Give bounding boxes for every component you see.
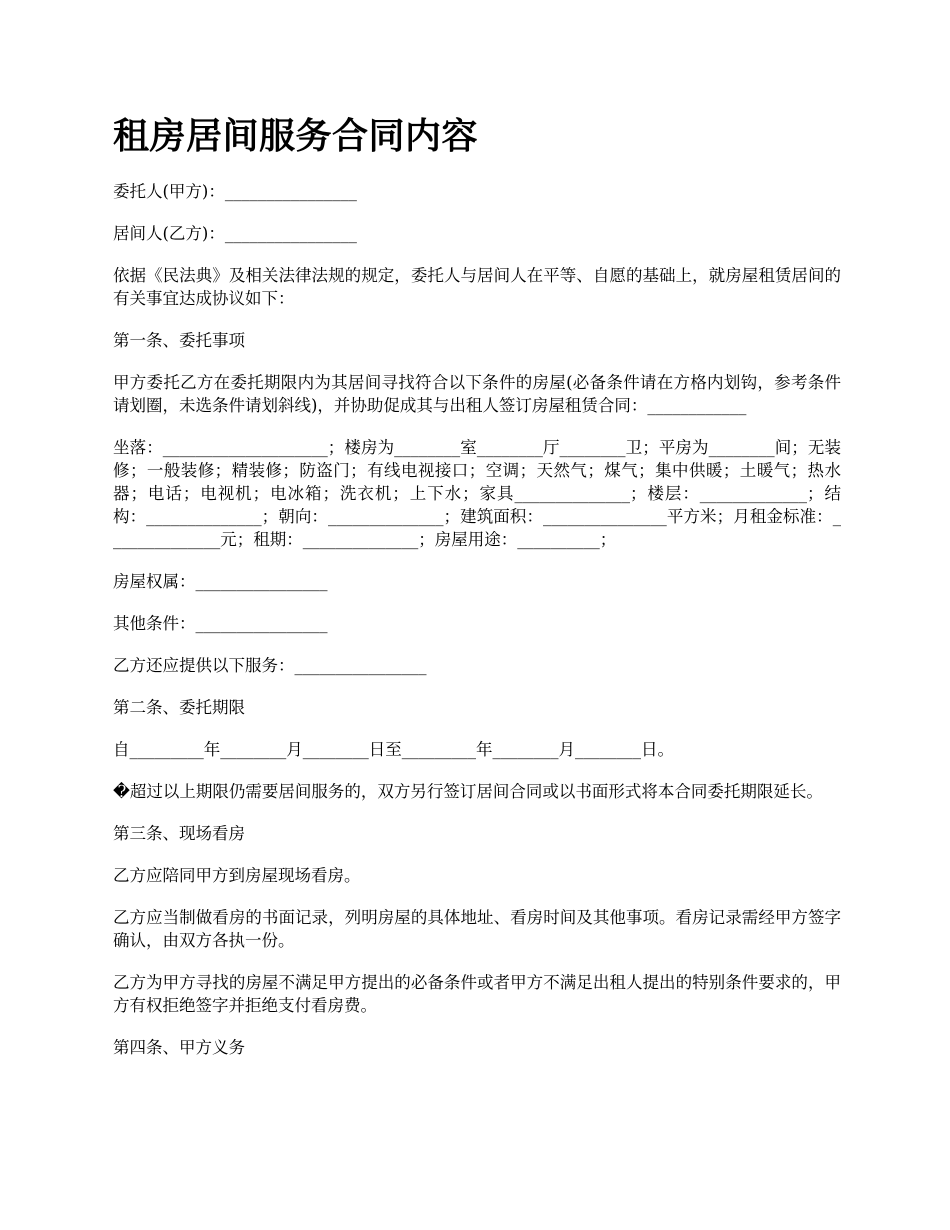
article-1-paragraph: 甲方委托乙方在委托期限内为其居间寻找符合以下条件的房屋(必备条件请在方格内划钩，参考条件请划圈，未选条件请划斜线)，并协助促成其与出租人签订房屋租赁合同：____________ — [113, 373, 841, 415]
article-3-heading: 第三条、现场看房 — [113, 824, 245, 843]
article-2-heading: 第二条、委托期限 — [113, 698, 245, 717]
other-conditions-line: 其他条件：________________ — [113, 614, 328, 633]
article-3-paragraph-3: 乙方为甲方寻找的房屋不满足甲方提出的必备条件或者甲方不满足出租人提出的特别条件要求的，甲方有权拒绝签字并拒绝支付看房费。 — [113, 973, 841, 1015]
party-a-line: 委托人(甲方)：________________ — [113, 182, 357, 201]
property-conditions-paragraph: 坐落：____________________；楼房为________室________厅________卫；平房为________间；无装修；一般装修；精装修；防盗门；有线电视接口；空调；天然气；煤气；集中供暖；土暖气；热水器；电话；电视机；电冰箱；洗衣机；上下水；家具______________；楼层：_____________；结构：______________；朝向：______________；建筑面积：_______________平方米；月租金标准：______________元；租期：______________；房屋用途：__________； — [113, 438, 841, 549]
extra-services-line: 乙方还应提供以下服务：________________ — [113, 656, 427, 675]
term-dates-line: 自_________年________月________日至_________年________月________日。 — [113, 740, 674, 759]
term-extension-paragraph: �超过以上期限仍需要居间服务的，双方另行签订居间合同或以书面形式将本合同委托期限延长。 — [113, 782, 823, 801]
party-b-line: 居间人(乙方)：________________ — [113, 224, 357, 243]
article-1-heading: 第一条、委托事项 — [113, 331, 245, 350]
article-3-paragraph-1: 乙方应陪同甲方到房屋现场看房。 — [113, 866, 361, 885]
document-title: 租房居间服务合同内容 — [113, 115, 479, 157]
preamble-paragraph: 依据《民法典》及相关法律法规的规定，委托人与居间人在平等、自愿的基础上，就房屋租赁居间的有关事宜达成协议如下： — [113, 266, 841, 308]
article-3-paragraph-2: 乙方应当制做看房的书面记录，列明房屋的具体地址、看房时间及其他事项。看房记录需经甲方签字确认，由双方各执一份。 — [113, 908, 841, 950]
article-4-heading: 第四条、甲方义务 — [113, 1038, 245, 1057]
document-page — [113, 112, 841, 1078]
ownership-line: 房屋权属：________________ — [113, 572, 328, 591]
